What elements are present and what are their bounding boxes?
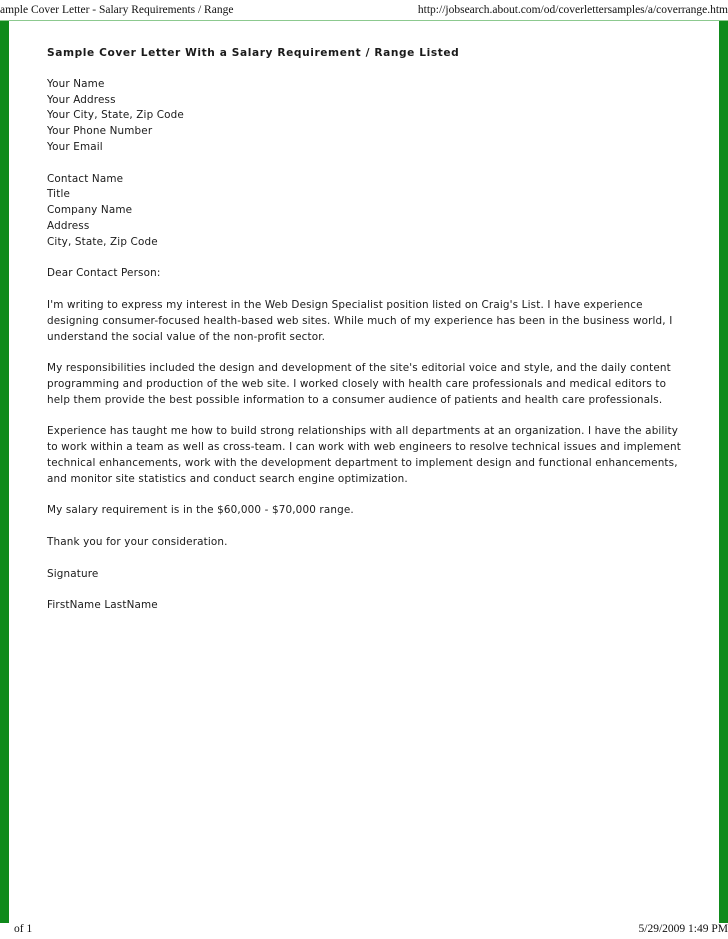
sender-address-block: [47, 77, 687, 156]
signer-name: FirstName LastName: [47, 599, 158, 612]
paragraph-line: help them provide the best possible information to a consumer audience of patients and health care professionals.: [47, 393, 663, 406]
letter-title: Sample Cover Letter With a Salary Requirement / Range Listed: [47, 47, 460, 59]
paragraph-line: understand the social value of the non-profit sector.: [47, 330, 326, 343]
sender-phone: Your Phone Number: [47, 125, 153, 138]
recipient-contact-name: Contact Name: [47, 172, 124, 185]
page-count: of 1: [14, 923, 33, 935]
closing-thanks: Thank you for your consideration.: [47, 535, 228, 548]
sender-name: Your Name: [47, 77, 105, 90]
salary-requirement: My salary requirement is in the $60,000 - $70,000 range.: [47, 504, 354, 517]
paragraph-line: technical enhancements, work with the development department to implement design and functional enhancements,: [47, 456, 678, 469]
recipient-address-block: [47, 172, 687, 251]
print-header: [0, 0, 728, 21]
print-header-url: http://jobsearch.about.com/od/coverlettersamples/a/coverrange.htm: [417, 4, 728, 16]
recipient-address: Address: [47, 219, 90, 232]
sender-city-state-zip: Your City, State, Zip Code: [47, 109, 184, 122]
paragraph-line: My responsibilities included the design and development of the site's editorial voice and style, and the daily content: [47, 362, 671, 375]
print-header-title: ample Cover Letter - Salary Requirements / Range: [0, 4, 234, 16]
signature-placeholder: Signature: [47, 567, 99, 580]
paragraph-line: programming and production of the web site. I worked closely with health care professionals and medical editors to: [47, 377, 667, 390]
recipient-company: Company Name: [47, 204, 133, 217]
sender-address: Your Address: [47, 93, 116, 106]
body-paragraph-responsibilities: [47, 361, 687, 408]
paragraph-line: and monitor site statistics and conduct search engine optimization.: [47, 472, 408, 485]
paragraph-line: to work within a team as well as cross-team. I can work with web engineers to resolve technical issues and implement: [47, 441, 681, 454]
paragraph-line: Experience has taught me how to build strong relationships with all departments at an organization. I have the ability: [47, 425, 679, 438]
recipient-city-state-zip: City, State, Zip Code: [47, 235, 158, 248]
print-timestamp: 5/29/2009 1:49 PM: [638, 923, 728, 935]
cover-letter: [47, 46, 687, 630]
salutation: Dear Contact Person:: [47, 267, 161, 280]
print-footer: [0, 923, 728, 939]
body-paragraph-experience: [47, 424, 687, 487]
sender-email: Your Email: [47, 140, 103, 153]
recipient-title: Title: [47, 188, 71, 201]
paragraph-line: designing consumer-focused health-based web sites. While much of my experience has been in the business world, I: [47, 314, 673, 327]
paragraph-line: I'm writing to express my interest in the Web Design Specialist position listed on Craig's List. I have experience: [47, 298, 643, 311]
body-paragraph-interest: [47, 298, 687, 345]
